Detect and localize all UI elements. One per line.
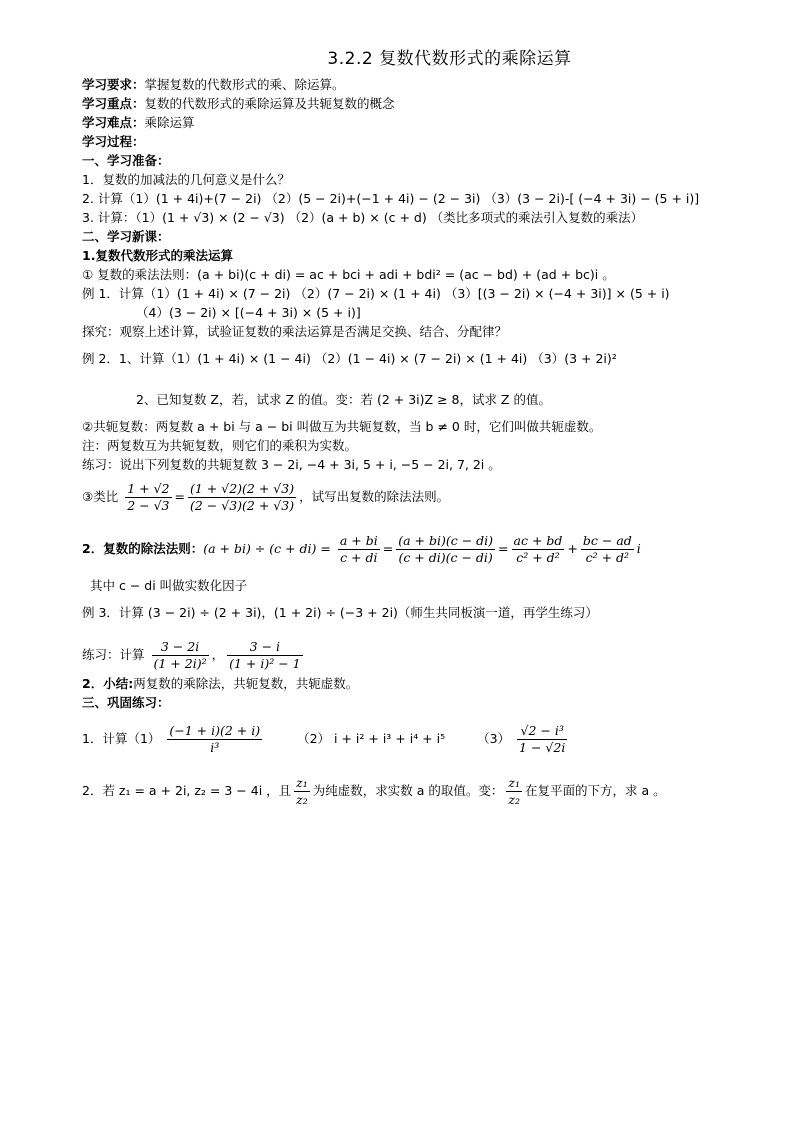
multiplication-rule: ① 复数的乘法法则：(a + bi)(c + di) = ac + bci + adi + bdi² = (ac − bd) + (ad + bc)i 。 [82, 267, 615, 282]
consolidation-q2-fraction-b-numerator: z₁ [508, 775, 520, 790]
requirement-label: 学习要求： [82, 77, 145, 92]
analogy-fraction-2 [188, 481, 296, 514]
consolidation-fraction-1-numerator: (−1 + i)(2 + i) [169, 723, 261, 738]
consolidation-q2-fraction-a [294, 775, 310, 808]
consolidation-q1-prefix: 1．计算（1） [82, 731, 161, 746]
analogy-fraction-1-denominator: 2 − √3 [127, 498, 170, 513]
analogy-fraction-1-numerator: 1 + √2 [127, 481, 170, 496]
summary-line [82, 674, 722, 693]
new-lesson-heading: 二、学习新课： [82, 229, 170, 244]
prep-question-1: 1．复数的加减法的几何意义是什么？ [82, 172, 290, 187]
summary-text: 两复数的乘除法，共轭复数，共轭虚数。 [133, 676, 359, 691]
division-fraction-1-numerator: a + bi [339, 533, 378, 548]
division-fraction-3-denominator: c² + d² [516, 550, 560, 565]
practice-fraction-2-numerator: 3 − i [227, 639, 303, 656]
consolidation-q2-prefix: 2．若 z₁ = a + 2i, z₂ = 3 − 4i ，且 [82, 783, 292, 798]
consolidation-fraction-1 [167, 723, 262, 756]
division-fraction-1-denominator: c + di [340, 550, 378, 565]
consolidation-q2-fraction-a-denominator: z₂ [296, 792, 308, 807]
analogy-line: ③类比 $\frac{1 + √2}{2 - √3}$ = $\frac{(1 + √2)(2 + √3)}{(2 - √3)(2 + √3)}$ ，试写出复数的除法法则。 [82, 481, 450, 513]
consolidation-q2-fraction-a-numerator: z₁ [296, 775, 308, 790]
summary-label: 2．小结: [82, 676, 134, 691]
division-fraction-3-numerator: ac + bd [513, 533, 563, 548]
prep-heading: 一、学习准备： [82, 153, 170, 168]
requirement-text: 掌握复数的代数形式的乘、除运算。 [144, 77, 345, 92]
practice-fraction-1-denominator: (1 + 2i)² [153, 656, 207, 671]
conjugate-definition: ②共轭复数：两复数 a + bi 与 a − bi 叫做互为共轭复数，当 b ≠ 0 时，它们叫做共轭虚数。 [82, 419, 602, 434]
example-2-line-2: 2、已知复数 Z，若，试求 Z 的值。变：若 (2 + 3i)Z ≥ 8，试求 Z 的值。 [136, 392, 551, 407]
analogy-suffix: ，试写出复数的除法法则。 [299, 489, 450, 504]
worksheet [82, 44, 722, 810]
multiplication-heading: 1.复数代数形式的乘法运算 [82, 248, 233, 263]
consolidation-q1-part2: （2） i + i² + i³ + i⁴ + i⁵ [297, 731, 446, 746]
consolidation-q2-fraction-b [506, 775, 522, 808]
division-fraction-4 [581, 533, 634, 566]
division-practice-line: 练习：计算 $\frac{3 - 2i}{\text{(1 + 2i)²}}$ ， $\frac{3 - i}{\text{(1 + i)² − 1}}$ [82, 639, 301, 671]
practice-fraction-1-numerator: 3 − 2i [152, 639, 209, 656]
consolidation-q2-middle: 为纯虚数，求实数 a 的取值。变： [312, 783, 504, 798]
analogy-prefix: ③类比 [82, 489, 119, 504]
division-fraction-4-denominator: c² + d² [585, 550, 630, 565]
practice-fraction-1 [152, 639, 209, 672]
example-1-line-1: 例 1．计算（1）(1 + 4i) × (7 − 2i) （2）(7 − 2i) × (1 + 4i) （3）[(3 − 2i) × (−4 + 3i)] × (5 + i) [82, 286, 670, 301]
explore-text: 探究：观察上述计算，试验证复数的乘法运算是否满足交换、结合、分配律？ [82, 324, 508, 339]
practice-fraction-2 [227, 639, 303, 672]
process-label: 学习过程： [82, 134, 145, 149]
analogy-fraction-1 [125, 481, 171, 514]
conjugate-note: 注：两复数互为共轭复数，则它们的乘积为实数。 [82, 438, 358, 453]
consolidation-question-2 [82, 772, 722, 810]
division-fraction-2 [396, 533, 495, 566]
division-fraction-3 [512, 533, 565, 566]
requirement-line [82, 75, 722, 94]
example-1-line-2: （4）(3 − 2i) × [(−4 + 3i) × (5 + i)] [136, 305, 361, 320]
consolidation-fraction-1-denominator: i³ [210, 740, 220, 755]
difficulty-label: 学习难点： [82, 115, 145, 130]
consolidation-fraction-3-denominator: 1 − √2i [519, 740, 566, 755]
consolidation-fraction-3 [517, 723, 567, 756]
consolidation-q2-suffix: 在复平面的下方，求 a 。 [524, 783, 666, 798]
page-title: 3.2.2 复数代数形式的乘除运算 [327, 49, 572, 69]
consolidation-heading: 三、巩固练习： [82, 695, 170, 710]
focus-text: 复数的代数形式的乘除运算及共轭复数的概念 [144, 96, 395, 111]
analogy-fraction-2-denominator: (2 − √3)(2 + √3) [189, 498, 295, 513]
division-fraction-2-denominator: (c + di)(c − di) [398, 550, 493, 565]
division-fraction-1 [338, 533, 380, 566]
division-practice-prefix: 练习：计算 [82, 647, 145, 662]
example-3: 例 3．计算 (3 − 2i) ÷ (2 + 3i)，(1 + 2i) ÷ (−3 + 2i)（师生共同板演一道，再学生练习） [82, 605, 598, 620]
division-fraction-2-numerator: (a + bi)(c − di) [398, 533, 494, 548]
prep-question-3: 3. 计算：（1）(1 + √3) × (2 − √3) （2）(a + b) × (c + d) （类比多项式的乘法引入复数的乘法） [82, 210, 644, 225]
difficulty-line [82, 113, 722, 132]
prep-question-2: 2. 计算（1）(1 + 4i)+(7 − 2i) （2）(5 − 2i)+(−1 + 4i) − (2 − 3i) （3）(3 − 2i)-[ (−4 + 3i) − (5 + i)] [82, 191, 700, 206]
consolidation-fraction-3-numerator: √2 − i³ [517, 723, 567, 740]
consolidation-q2-fraction-b-denominator: z₂ [508, 792, 520, 807]
division-rule-line: 2．复数的除法法则：(a + bi) ÷ (c + di) = $\frac{a + bi}{c + di}$ = $\frac{(a + bi)(c - di)}{(c + di)(c - di)}$ = $\frac{ac + bd}{\text{c² + d²}}$ + $\frac{bc - ad}{\text{c² + d²}}$ i [82, 533, 641, 565]
division-fraction-4-numerator: bc − ad [582, 533, 632, 548]
conjugate-practice: 练习：说出下列复数的共轭复数 3 − 2i, −4 + 3i, 5 + i, −5 − 2i, 7, 2i 。 [82, 457, 501, 472]
focus-line [82, 94, 722, 113]
consolidation-q1-part3: （3） [477, 731, 511, 746]
division-label: 2．复数的除法法则： [82, 541, 204, 556]
analogy-fraction-2-numerator: (1 + √2)(2 + √3) [189, 481, 295, 496]
difficulty-text: 乘除运算 [144, 115, 195, 130]
example-2-line-1: 例 2．1、计算（1）(1 + 4i) × (1 − 4i) （2）(1 − 4i) × (7 − 2i) × (1 + 4i) （3）(3 + 2i)² [82, 351, 617, 366]
division-note: 其中 c − di 叫做实数化因子 [90, 578, 248, 593]
division-lhs: (a + bi) ÷ (c + di) = [203, 541, 331, 556]
consolidation-question-1 [82, 720, 722, 758]
practice-fraction-2-denominator: (1 + i)² − 1 [229, 656, 301, 671]
focus-label: 学习重点： [82, 96, 145, 111]
